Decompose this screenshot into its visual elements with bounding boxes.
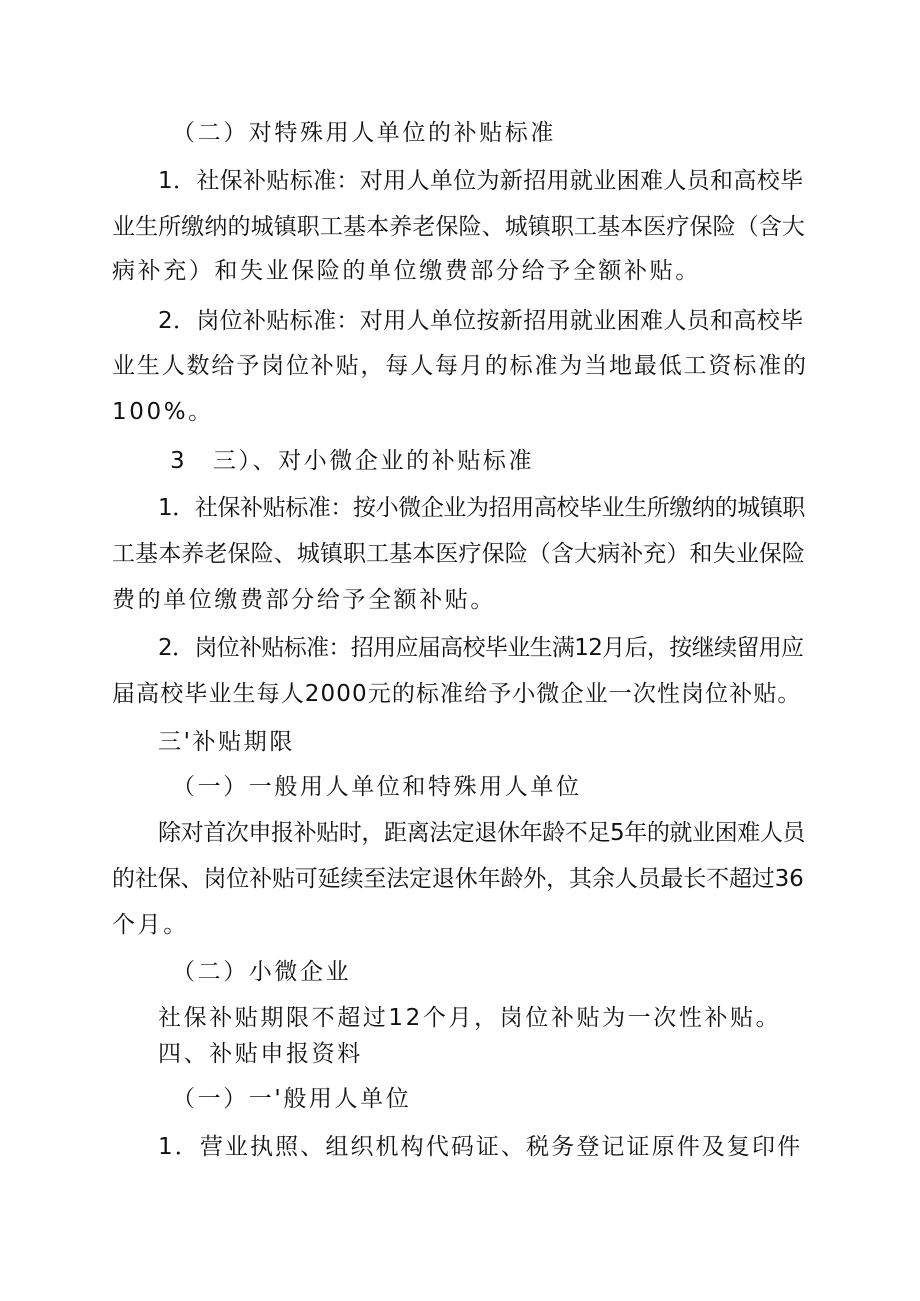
paragraph-line: 工基本养老保险、城镇职工基本医疗保险（含大病补充）和失业保险 bbox=[112, 541, 805, 567]
paragraph-line: 业生人数给予岗位补贴，每人每月的标准为当地最低工资标准的 bbox=[112, 353, 808, 379]
section-heading: 3 三）、对小微企业的补贴标准 bbox=[170, 448, 535, 474]
paragraph-line: 2．岗位补贴标准：招用应届高校毕业生满12月后，按继续留用应 bbox=[158, 635, 804, 661]
section-heading: （二）对特殊用人单位的补贴标准 bbox=[172, 120, 556, 146]
paragraph-line: 个月。 bbox=[112, 912, 189, 938]
paragraph-line: 除对首次申报补贴时，距离法定退休年龄不足5年的就业困难人员 bbox=[158, 820, 806, 846]
paragraph-line: 费的单位缴费部分给予全额补贴。 bbox=[112, 587, 496, 613]
paragraph-line: 业生所缴纳的城镇职工基本养老保险、城镇职工基本医疗保险（含大 bbox=[112, 214, 805, 240]
subsection-heading: （二）小微企业 bbox=[172, 959, 352, 985]
paragraph-line: 100%。 bbox=[112, 399, 214, 425]
paragraph-line: 2．岗位补贴标准：对用人单位按新招用就业困难人员和高校毕 bbox=[158, 308, 804, 334]
subsection-heading: （一）一'般用人单位 bbox=[172, 1086, 412, 1112]
section-heading: 四、补贴申报资料 bbox=[158, 1041, 363, 1067]
paragraph-line: 1．社保补贴标准：对用人单位为新招用就业困难人员和高校毕 bbox=[158, 168, 804, 194]
paragraph-line: 的社保、岗位补贴可延续至法定退休年龄外，其余人员最长不超过36 bbox=[112, 866, 804, 892]
paragraph-line: 社保补贴期限不超过12个月，岗位补贴为一次性补贴。 bbox=[158, 1005, 782, 1031]
subsection-heading: （一）一般用人单位和特殊用人单位 bbox=[172, 774, 582, 800]
section-heading: 三'补贴期限 bbox=[158, 729, 295, 755]
paragraph-line: 1．社保补贴标准：按小微企业为招用高校毕业生所缴纳的城镇职 bbox=[158, 495, 806, 521]
paragraph-line: 届高校毕业生每人2000元的标准给予小微企业一次性岗位补贴。 bbox=[112, 681, 802, 707]
paragraph-line: 病补充）和失业保险的单位缴费部分给予全额补贴。 bbox=[112, 258, 701, 284]
paragraph-line: 1．营业执照、组织机构代码证、税务登记证原件及复印件 bbox=[158, 1134, 803, 1160]
